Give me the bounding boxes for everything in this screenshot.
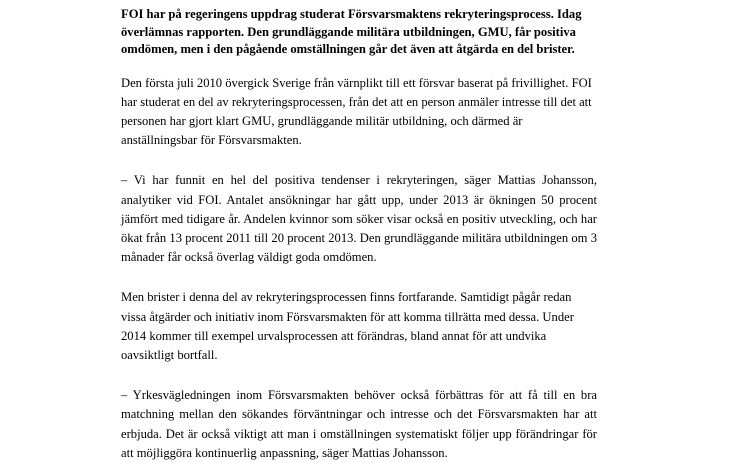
article-body (121, 6, 597, 463)
paragraph-positive-trends: – Vi har funnit en hel del positiva tendenser i rekryteringen, säger Mattias Johansson, analytiker vid FOI. Antalet ansökningar har gått upp, under 2013 är ökningen 50 procent jämfört med tidigare år. Andelen kvinnor som söker visar också en positiv utveckling, och har ökat från 13 procent 2011 till 20 procent 2013. Den grundläggande militära utbildningen om 3 månader får också överlag väldigt goda omdömen. (121, 173, 597, 265)
paragraph-career-guidance: – Yrkesvägledningen inom Försvarsmakten behöver också förbättras för att få till en bra matchning mellan den sökandes förväntningar och intresse och det Försvarsmakten har att erbjuda. Det är också viktigt att man i omställningen systematiskt följer upp förändringar för att möjliggöra kontinuerlig anpassning, säger Mattias Johansson. (121, 388, 597, 460)
article-lead: FOI har på regeringens uppdrag studerat Försvarsmaktens rekryteringsprocess. Idag överlämnas rapporten. Den grundläggande militära utbildningen, GMU, får positiva omdömen, men i den pågående omställningen går det även att åtgärda en del brister. (121, 7, 582, 56)
paragraph-shortcomings: Men brister i denna del av rekryteringsprocessen finns fortfarande. Samtidigt pågår redan vissa åtgärder och initiativ inom Försvarsmakten för att komma tillrätta med dessa. Under 2014 kommer till exempel urvalsprocessen att förändras, bland annat för att undvika oavsiktligt bortfall. (121, 290, 574, 362)
paragraph-background: Den första juli 2010 övergick Sverige från värnplikt till ett försvar baserat på frivillighet. FOI har studerat en del av rekryteringsprocessen, från det att en person anmäler intresse till det att personen har gjort klart GMU, grundläggande militär utbildning, och därmed är anställningsbar för Försvarsmakten. (121, 75, 592, 148)
